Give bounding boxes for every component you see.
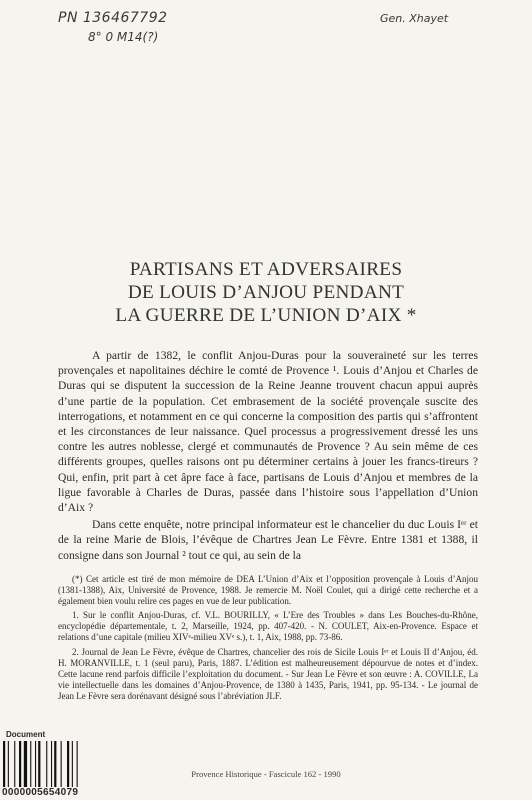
barcode-icon	[2, 741, 104, 787]
library-barcode	[0, 730, 110, 800]
handwritten-note-top-right: Gen. Xhayet	[380, 12, 449, 25]
article-body	[58, 348, 478, 563]
title-line-1: PARTISANS ET ADVERSAIRES	[129, 259, 403, 280]
barcode-label: Document	[6, 730, 46, 739]
body-paragraph-2: Dans cette enquête, notre principal informateur est le chancelier du duc Louis Iᵉʳ et de la reine Marie de Blois, l’évêque de Chartres Jean Le Fèvre. Entre 1381 et 1388, il consigne dans son Journal ² tout ce qui, au sein de la	[58, 518, 478, 562]
journal-footer: Provence Historique - Fascicule 162 - 1990	[191, 769, 341, 779]
barcode-number: 0000005654079	[2, 787, 79, 798]
article-title	[0, 258, 532, 327]
footnotes	[58, 574, 478, 705]
footnote-2: 2. Journal de Jean Le Fèvre, évêque de Chartres, chancelier des rois de Sicile Louis Iᵉʳ et Louis II d’Anjou, éd. H. MORANVILLE, t. 1 (seul paru), Paris, 1887. L’édition est malheureusement dépourvue de notes et d’index. Cette lacune rend parfois difficile l’exploitation du document. - Sur Jean Le Fèvre et son œuvre : A. COVILLE, La vie intellectuelle dans les domaines d’Anjou-Provence, de 1380 à 1435, Paris, 1941, pp. 95-134. - Le journal de Jean Le Fèvre sera dorénavant désigné sous l’abréviation JLF.	[58, 646, 478, 701]
footnote-1: 1. Sur le conflit Anjou-Duras, cf. V.L. BOURILLY, « L’Ere des Troubles » dans Les Bouches-du-Rhône, encyclopédie départementale, t. 2, Marseille, 1924, pp. 407-420. - N. COULET, Aix-en-Provence. Espace et relations d’une capitale (milieu XIVᵉ-milieu XVᵉ s.), t. 1, Aix, 1988, pp. 73-86.	[58, 610, 478, 643]
handwritten-shelfmark-second: 8° 0 M14(?)	[88, 30, 159, 44]
body-paragraph-1: A partir de 1382, le conflit Anjou-Duras pour la souveraineté sur les terres provençales et napolitaines déchire le comté de Provence ¹. Louis d’Anjou et Charles de Duras qui se disputent la succession de la Reine Jeanne trouvent chacun appui auprès d’une partie de la population. Cet embrasement de la société provençale suscite des interrogations, et notamment en ce qui concerne la composition des partis qui s’affrontent et les circonstances de leur naissance. Quel processus a progressivement dressé les uns contre les autres noblesse, clergé et communautés de Provence ? Au sein même de ces différents groupes, quelles raisons ont pu déterminer certains à jouer les francs-tireurs ? Qui, enfin, prit part à cet âpre face à face, partisans de Louis d’Anjou et membres de la ligue favorable à Charles de Duras, passée dans l’histoire sous l’appellation d’Union d’Aix ?	[58, 349, 478, 515]
title-line-2: DE LOUIS D’ANJOU PENDANT	[127, 282, 405, 303]
title-line-3: LA GUERRE DE L’UNION D’AIX *	[115, 305, 417, 326]
footnote-star: (*) Cet article est tiré de mon mémoire de DEA L’Union d’Aix et l’opposition provençale à Louis d’Anjou (1381-1388), Aix, Université de Provence, 1988. Je remercie M. Noël Coulet, qui a dirigé cette recherche et a également bien voulu relire ces pages en vue de leur publication.	[58, 574, 478, 607]
handwritten-shelfmark: PN 136467792	[58, 10, 168, 26]
